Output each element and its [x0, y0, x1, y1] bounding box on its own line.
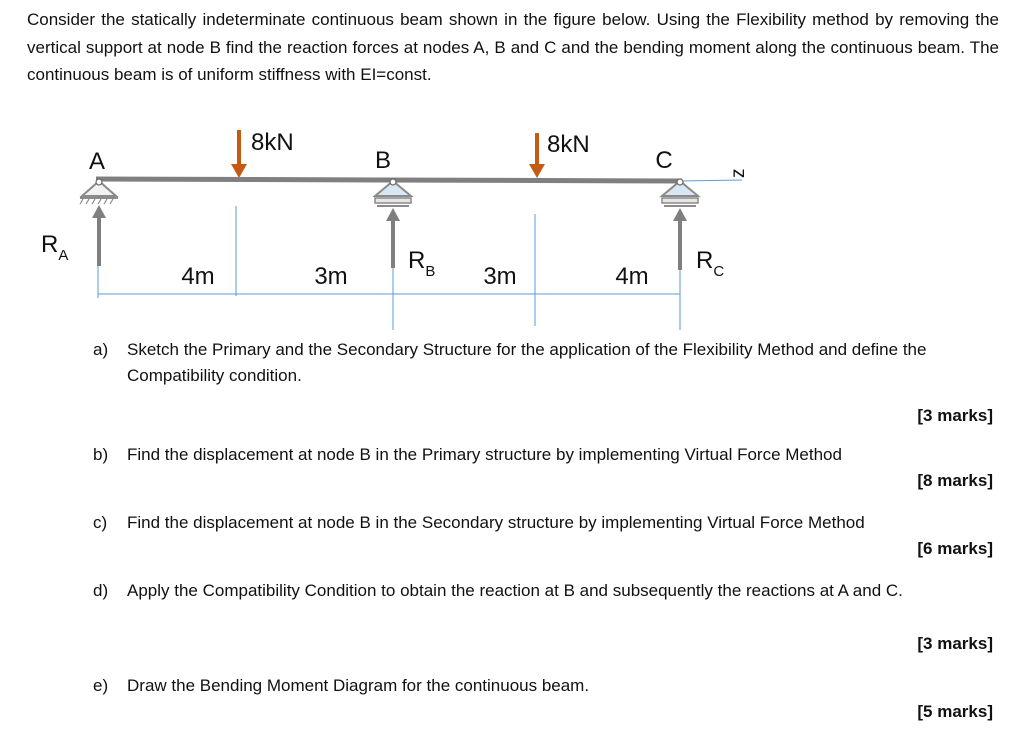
- question-a-text: Sketch the Primary and the Secondary Structure for the application of the Flexibility Method and define the Compatibility condition.: [127, 340, 927, 385]
- span-label-4: 4m: [615, 263, 649, 290]
- z-axis-line: [680, 180, 742, 181]
- question-d-letter: d): [93, 581, 109, 600]
- support-b: [375, 179, 411, 206]
- reaction-arrow-a: [92, 205, 106, 266]
- load-label-2: 8kN: [547, 131, 590, 158]
- question-d-marks: [3 marks]: [917, 634, 993, 653]
- reaction-arrow-c: [673, 208, 687, 270]
- question-e: [93, 673, 993, 699]
- question-e-marks: [5 marks]: [917, 702, 993, 721]
- load-label-1: 8kN: [251, 129, 294, 156]
- span-label-3: 3m: [483, 263, 517, 290]
- node-label-b: B: [374, 147, 392, 174]
- question-b-marks: [8 marks]: [917, 471, 993, 490]
- problem-statement: Consider the statically indeterminate continuous beam shown in the figure below. Using the Flexibility method by removing the vertical support at node B find the reaction forces at nodes A, B and C and the bending moment along the continuous beam. The continuous beam is of uniform stiffness with EI=const.: [27, 10, 999, 84]
- load-arrow-1: [231, 130, 247, 178]
- load-arrow-2: [529, 133, 545, 178]
- span-label-2: 3m: [314, 263, 348, 290]
- question-d-text: Apply the Compatibility Condition to obtain the reaction at B and subsequently the reactions at A and C.: [127, 581, 903, 600]
- node-label-c: C: [655, 147, 673, 174]
- span-label-1: 4m: [181, 263, 215, 290]
- question-b: [93, 442, 993, 468]
- reaction-arrow-b: [386, 208, 400, 268]
- node-label-a: A: [88, 148, 106, 175]
- question-a: [93, 337, 993, 389]
- question-e-letter: e): [93, 676, 109, 695]
- z-axis-label: z: [728, 168, 749, 178]
- question-a-letter: a): [93, 340, 109, 359]
- reaction-label-a: $R_A$: [41, 231, 69, 264]
- question-d: [93, 578, 993, 604]
- question-c-text: Find the displacement at node B in the Secondary structure by implementing Virtual Force Method: [127, 513, 865, 532]
- reaction-label-b: $R_B$: [408, 247, 436, 280]
- beam-figure: [0, 118, 1024, 338]
- question-b-letter: b): [93, 445, 109, 464]
- question-c-marks: [6 marks]: [917, 539, 993, 558]
- question-b-text: Find the displacement at node B in the Primary structure by implementing Virtual Force Method: [127, 445, 842, 464]
- beam: [96, 179, 682, 181]
- question-c: [93, 510, 993, 536]
- question-e-text: Draw the Bending Moment Diagram for the continuous beam.: [127, 676, 590, 695]
- reaction-label-c: $R_C$: [696, 247, 725, 280]
- question-a-marks: [3 marks]: [917, 406, 993, 425]
- support-a: [80, 179, 118, 204]
- question-c-letter: c): [93, 513, 108, 532]
